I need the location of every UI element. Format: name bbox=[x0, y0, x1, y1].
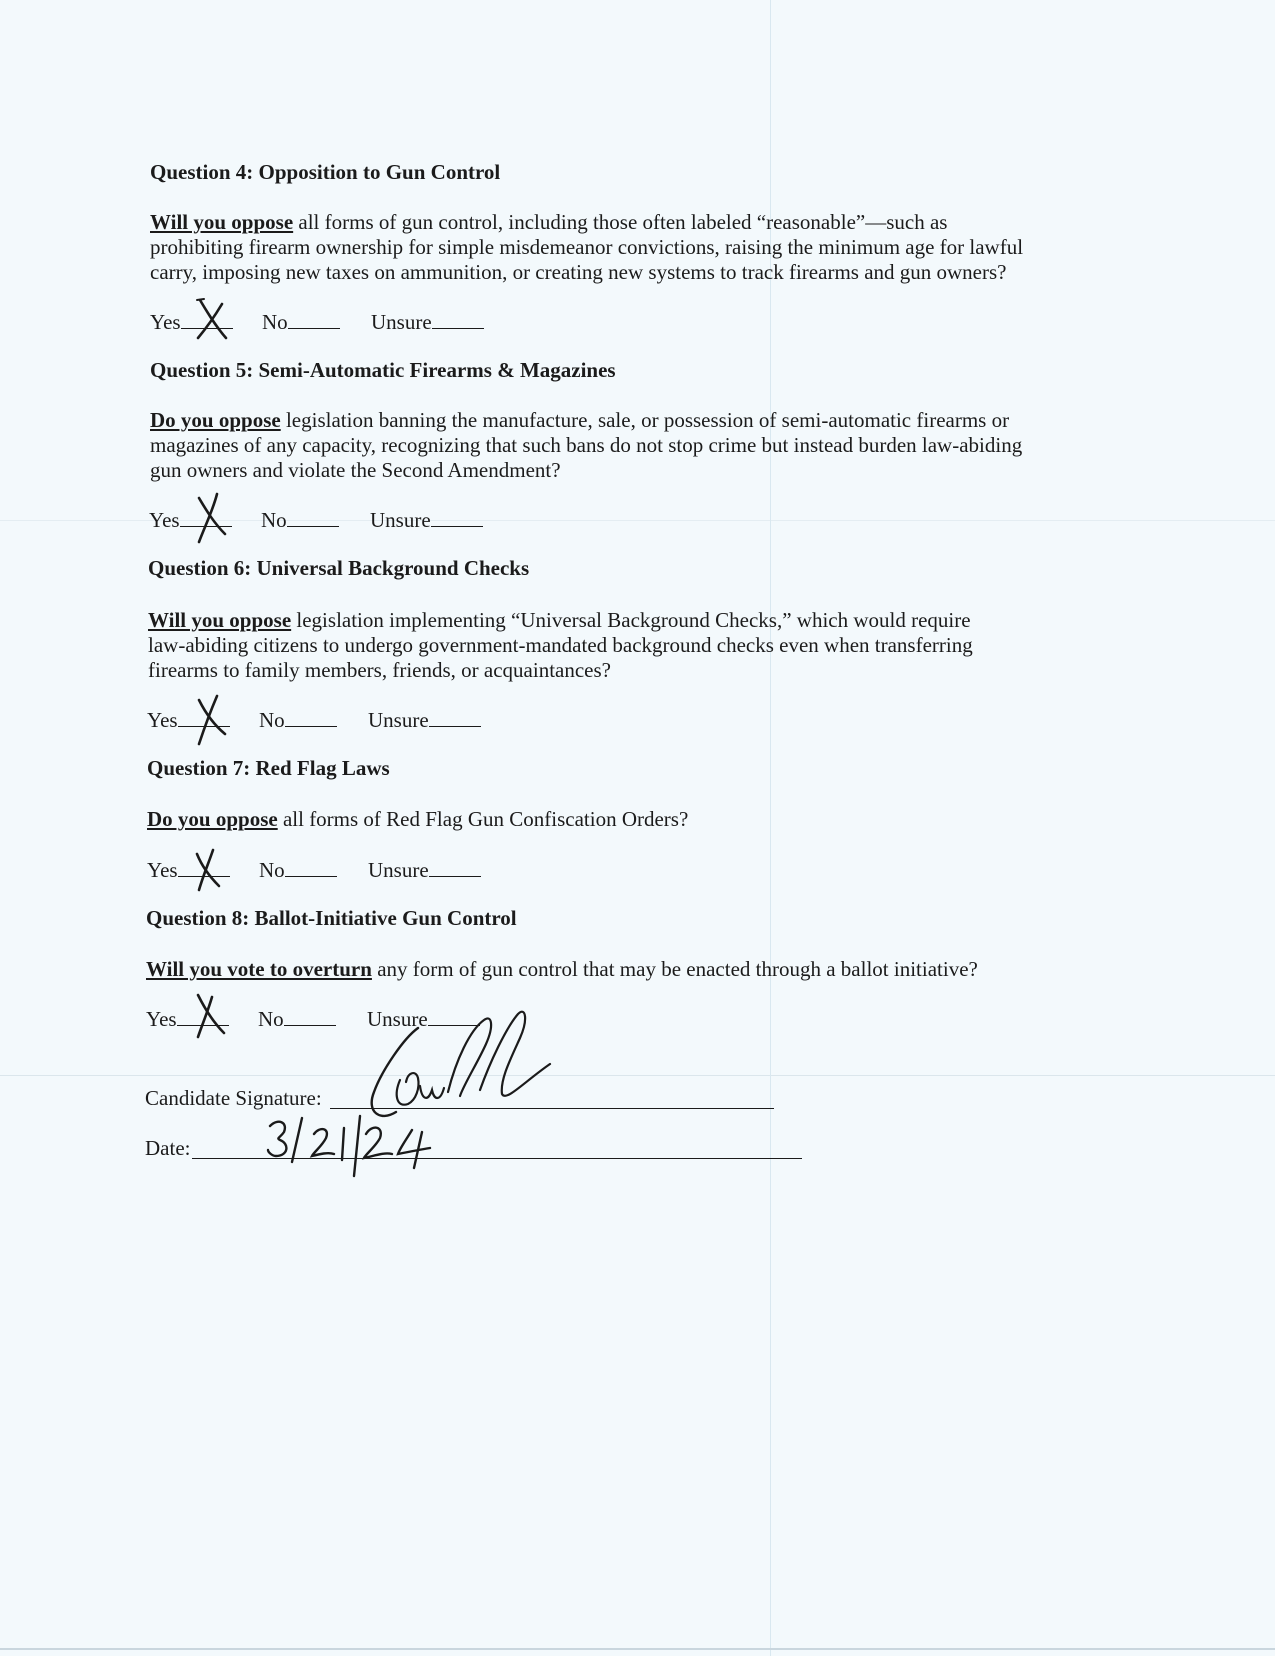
yes-handwritten-x-mark bbox=[189, 490, 235, 544]
page-bottom-edge bbox=[0, 1648, 1275, 1650]
question-7-no-option[interactable] bbox=[259, 856, 337, 883]
question-6-answers bbox=[147, 706, 547, 746]
question-5-line-2: magazines of any capacity, recognizing that such bans do not stop crime but instead burden law-abiding bbox=[150, 433, 1023, 457]
question-5-title: Question 5: Semi-Automatic Firearms & Magazines bbox=[150, 358, 616, 382]
question-8-lead: Will you vote to overturn bbox=[146, 957, 372, 981]
unsure-label: Unsure bbox=[371, 310, 432, 334]
yes-label: Yes bbox=[147, 858, 178, 882]
question-7-line-1: all forms of Red Flag Gun Confiscation Orders? bbox=[277, 807, 689, 831]
yes-label: Yes bbox=[150, 310, 181, 334]
question-4-unsure-option[interactable] bbox=[371, 308, 484, 335]
unsure-blank bbox=[429, 706, 481, 727]
no-label: No bbox=[259, 708, 285, 732]
question-4-answers bbox=[150, 308, 550, 348]
yes-label: Yes bbox=[147, 708, 178, 732]
question-6-title: Question 6: Universal Background Checks bbox=[148, 556, 530, 580]
yes-label: Yes bbox=[149, 508, 180, 532]
no-blank bbox=[288, 308, 340, 329]
yes-label: Yes bbox=[146, 1007, 177, 1031]
question-7-text bbox=[147, 807, 1117, 832]
unsure-label: Unsure bbox=[368, 858, 429, 882]
question-8-no-option[interactable] bbox=[258, 1005, 336, 1032]
question-7-title: Question 7: Red Flag Laws bbox=[147, 756, 390, 780]
question-4-no-option[interactable] bbox=[262, 308, 340, 335]
question-6-unsure-option[interactable] bbox=[368, 706, 481, 733]
question-4-line-3: carry, imposing new taxes on ammunition, or creating new systems to track firearms and gun owners? bbox=[150, 260, 1007, 284]
no-label: No bbox=[261, 508, 287, 532]
question-7-lead: Do you oppose bbox=[147, 807, 278, 831]
question-5-line-1: legislation banning the manufacture, sale, or possession of semi-automatic firearms or bbox=[280, 408, 1010, 432]
question-5-unsure-option[interactable] bbox=[370, 506, 483, 533]
question-8-title: Question 8: Ballot-Initiative Gun Control bbox=[146, 906, 517, 930]
yes-handwritten-x-mark bbox=[188, 989, 232, 1041]
question-5-line-3: gun owners and violate the Second Amendment? bbox=[150, 458, 561, 482]
signature-label: Candidate Signature: bbox=[145, 1086, 322, 1110]
question-4-text bbox=[150, 210, 1120, 285]
no-blank bbox=[285, 856, 337, 877]
no-label: No bbox=[262, 310, 288, 334]
question-5-lead: Do you oppose bbox=[150, 408, 281, 432]
unsure-blank bbox=[429, 856, 481, 877]
handwritten-date bbox=[262, 1112, 452, 1178]
no-label: No bbox=[259, 858, 285, 882]
no-blank bbox=[285, 706, 337, 727]
question-6-line-2: law-abiding citizens to undergo government-mandated background checks even when transferring bbox=[148, 633, 973, 657]
question-4-title: Question 4: Opposition to Gun Control bbox=[150, 160, 501, 184]
unsure-blank bbox=[431, 506, 483, 527]
question-6-no-option[interactable] bbox=[259, 706, 337, 733]
yes-handwritten-x-mark bbox=[187, 692, 233, 746]
question-6-line-3: firearms to family members, friends, or acquaintances? bbox=[148, 658, 611, 682]
question-5-answers bbox=[149, 506, 549, 546]
unsure-label: Unsure bbox=[370, 508, 431, 532]
unsure-blank bbox=[432, 308, 484, 329]
question-4-line-2: prohibiting firearm ownership for simple misdemeanor convictions, raising the minimum age for lawful bbox=[150, 235, 1024, 259]
unsure-label: Unsure bbox=[367, 1007, 428, 1031]
question-7-unsure-option[interactable] bbox=[368, 856, 481, 883]
question-4-line-1: all forms of gun control, including those often labeled “reasonable”—such as bbox=[293, 210, 948, 234]
question-8-line-1: any form of gun control that may be enacted through a ballot initiative? bbox=[371, 957, 978, 981]
question-6-line-1: legislation implementing “Universal Background Checks,” which would require bbox=[291, 608, 971, 632]
question-5-text bbox=[150, 408, 1120, 483]
question-8-text bbox=[146, 957, 1116, 982]
yes-handwritten-x-mark bbox=[192, 296, 236, 342]
handwritten-signature bbox=[360, 1000, 560, 1130]
question-6-lead: Will you oppose bbox=[148, 608, 292, 632]
paper-fold-line bbox=[0, 1075, 1275, 1076]
question-6-text bbox=[148, 608, 1118, 683]
question-4-lead: Will you oppose bbox=[150, 210, 294, 234]
yes-handwritten-x-mark bbox=[191, 848, 227, 892]
unsure-label: Unsure bbox=[368, 708, 429, 732]
no-blank bbox=[284, 1005, 336, 1026]
no-label: No bbox=[258, 1007, 284, 1031]
date-label: Date: bbox=[145, 1136, 191, 1160]
question-5-no-option[interactable] bbox=[261, 506, 339, 533]
question-7-answers bbox=[147, 856, 547, 896]
no-blank bbox=[287, 506, 339, 527]
